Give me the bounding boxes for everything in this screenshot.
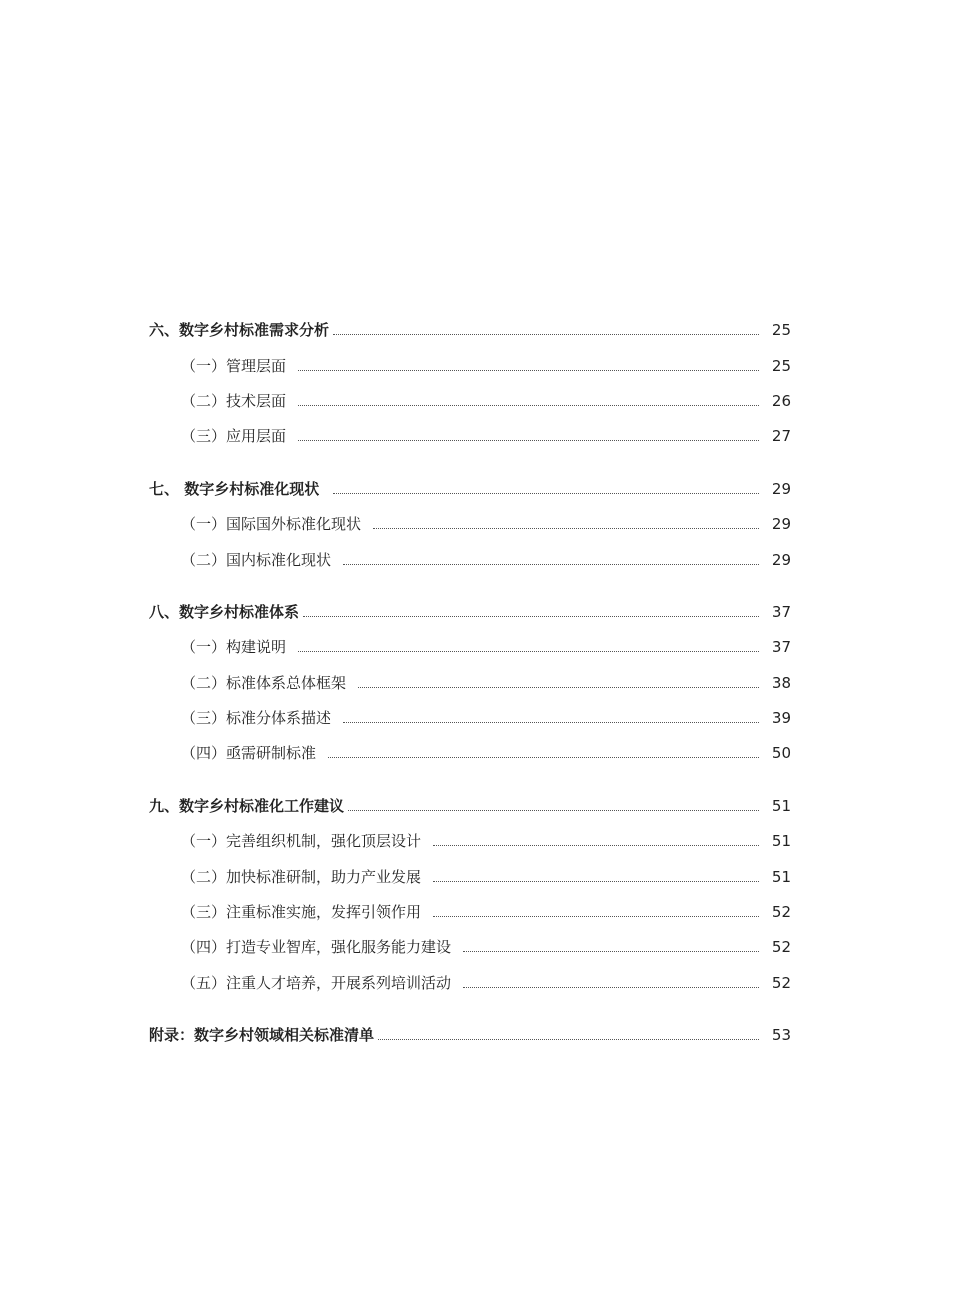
toc-entry-title: （二）标准体系总体框架 (181, 673, 347, 692)
page-number: 50 (771, 744, 791, 763)
table-of-contents (149, 313, 791, 1070)
toc-section-9 (149, 789, 791, 1001)
dot-leader (298, 405, 759, 406)
page-number: 53 (771, 1026, 791, 1045)
dot-leader (463, 951, 759, 952)
toc-entry-title: （五）注重人才培养，开展系列培训活动 (181, 973, 452, 992)
toc-entry[interactable] (149, 895, 791, 930)
page-number: 27 (771, 427, 791, 446)
dot-leader (303, 616, 759, 617)
dot-leader (328, 757, 759, 758)
page-number: 25 (771, 356, 791, 375)
toc-entry-title: （一）国际国外标准化现状 (181, 515, 362, 534)
toc-section-6 (149, 313, 791, 455)
dot-leader (298, 370, 759, 371)
toc-entry[interactable] (149, 930, 791, 965)
toc-heading-title: 九、数字乡村标准化工作建议 (149, 796, 345, 815)
dot-leader (348, 810, 759, 811)
toc-heading-title: 附录：数字乡村领域相关标准清单 (149, 1026, 375, 1045)
page-number: 51 (771, 796, 791, 815)
toc-section-appendix (149, 1018, 791, 1053)
dot-leader (433, 916, 759, 917)
toc-heading-title: 八、数字乡村标准体系 (149, 602, 300, 621)
toc-section-7 (149, 472, 791, 578)
page-number: 52 (771, 973, 791, 992)
dot-leader (343, 564, 759, 565)
page-number: 52 (771, 903, 791, 922)
toc-entry[interactable] (149, 966, 791, 1001)
toc-section-8 (149, 595, 791, 772)
toc-heading[interactable] (149, 1018, 791, 1053)
dot-leader (298, 440, 759, 441)
toc-entry-title: （四）亟需研制标准 (181, 744, 317, 763)
toc-heading[interactable] (149, 789, 791, 824)
toc-entry[interactable] (149, 419, 791, 454)
dot-leader (333, 334, 759, 335)
page-number: 26 (771, 391, 791, 410)
toc-entry-title: （二）国内标准化现状 (181, 550, 332, 569)
toc-entry-title: （二）加快标准研制，助力产业发展 (181, 867, 422, 886)
dot-leader (378, 1039, 759, 1040)
toc-entry-title: （三）注重标准实施，发挥引领作用 (181, 903, 422, 922)
page-number: 51 (771, 832, 791, 851)
toc-heading-title: 六、数字乡村标准需求分析 (149, 321, 330, 340)
page-number: 39 (771, 709, 791, 728)
toc-entry-title: （四）打造专业智库，强化服务能力建设 (181, 938, 452, 957)
dot-leader (358, 687, 759, 688)
dot-leader (463, 987, 759, 988)
dot-leader (373, 528, 759, 529)
dot-leader (298, 651, 759, 652)
toc-entry[interactable] (149, 859, 791, 894)
dot-leader (333, 493, 759, 494)
toc-entry[interactable] (149, 507, 791, 542)
toc-entry-title: （一）完善组织机制，强化顶层设计 (181, 832, 422, 851)
toc-entry[interactable] (149, 348, 791, 383)
page-number: 52 (771, 938, 791, 957)
dot-leader (343, 722, 759, 723)
toc-entry[interactable] (149, 630, 791, 665)
page-number: 29 (771, 550, 791, 569)
page-number: 51 (771, 867, 791, 886)
toc-entry[interactable] (149, 736, 791, 771)
dot-leader (433, 845, 759, 846)
toc-entry[interactable] (149, 824, 791, 859)
page-number: 25 (771, 321, 791, 340)
toc-entry-title: （一）管理层面 (181, 356, 287, 375)
toc-heading[interactable] (149, 472, 791, 507)
page-number: 37 (771, 602, 791, 621)
toc-entry-title: （二）技术层面 (181, 391, 287, 410)
toc-heading[interactable] (149, 595, 791, 630)
toc-entry[interactable] (149, 384, 791, 419)
page-number: 29 (771, 515, 791, 534)
dot-leader (433, 881, 759, 882)
toc-entry[interactable] (149, 542, 791, 577)
toc-entry[interactable] (149, 666, 791, 701)
toc-entry[interactable] (149, 701, 791, 736)
page-number: 29 (771, 479, 791, 498)
toc-entry-title: （一）构建说明 (181, 638, 287, 657)
toc-heading-title: 七、 数字乡村标准化现状 (149, 479, 320, 498)
toc-heading[interactable] (149, 313, 791, 348)
page-number: 37 (771, 638, 791, 657)
toc-entry-title: （三）应用层面 (181, 427, 287, 446)
page-number: 38 (771, 673, 791, 692)
toc-entry-title: （三）标准分体系描述 (181, 709, 332, 728)
